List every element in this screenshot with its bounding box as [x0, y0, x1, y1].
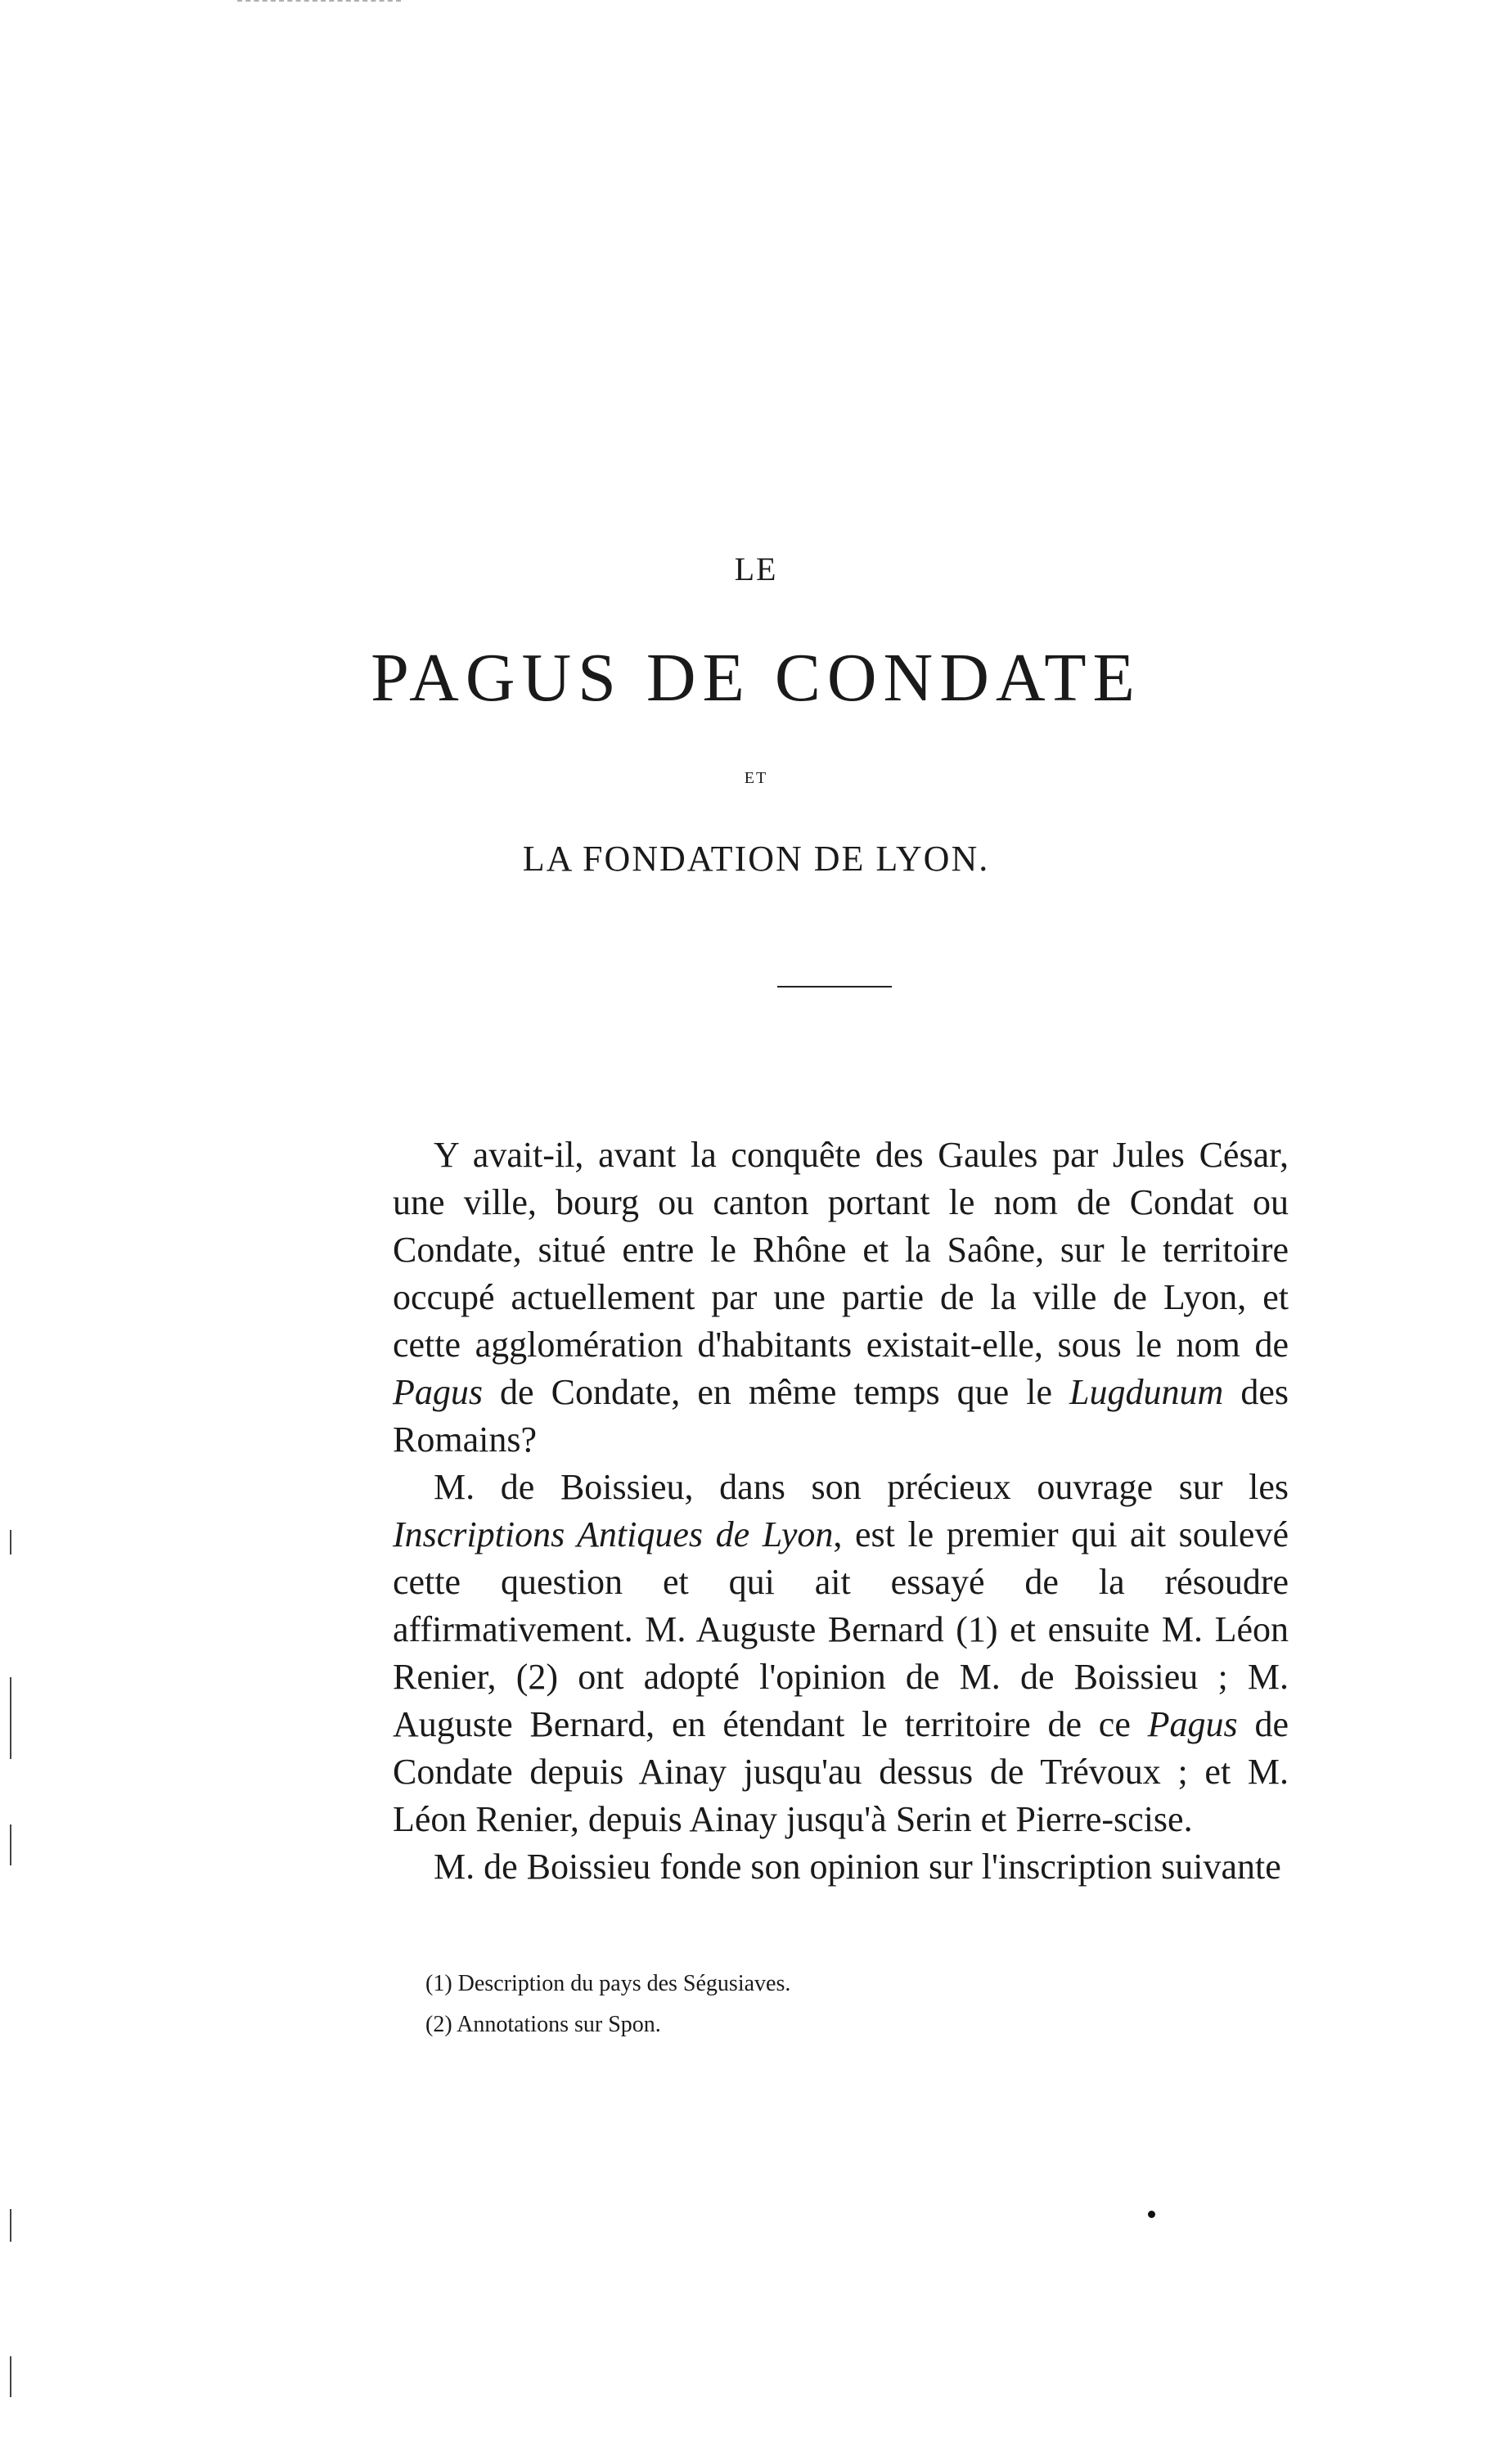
italic-term: Pagus	[393, 1372, 483, 1412]
margin-mark	[10, 1824, 11, 1865]
text-run: de Condate depuis Ainay jusqu'au dessus de Trévoux ; et M. Léon Renier, depuis Ainay jusqu'à Serin et Pierre-scise.	[393, 1704, 1289, 1839]
page-title: PAGUS DE CONDATE	[371, 640, 1141, 716]
text-run: M. de Boissieu, dans son précieux ouvrage sur les	[434, 1467, 1289, 1507]
text-run: Y avait-il, avant la conquête des Gaules par Jules César, une ville, bourg ou canton portant le nom de Condat ou Condate, situé entre le Rhône et la Saône, sur le territoire occupé actuellement par une partie de la ville de Lyon, et cette agglomération d'habitants existait-elle, sous le nom de	[393, 1135, 1289, 1365]
text-run: M. de Boissieu fonde son opinion sur l'inscription suivante	[434, 1847, 1281, 1887]
ink-speck	[1148, 2211, 1155, 2218]
title-divider	[777, 986, 892, 988]
text-run: de Condate, en même temps que le	[483, 1372, 1070, 1412]
margin-mark	[10, 2209, 11, 2242]
title-conjunction: ET	[744, 769, 768, 787]
margin-mark	[10, 1530, 11, 1554]
body-text	[393, 1132, 1289, 1891]
footnotes	[425, 1964, 1244, 2045]
italic-term: Inscriptions Antiques de Lyon	[393, 1514, 834, 1554]
margin-mark	[10, 1677, 11, 1759]
paragraph-1	[393, 1132, 1289, 1464]
footnote-2: (2) Annotations sur Spon.	[425, 2012, 661, 2037]
margin-mark	[10, 2356, 11, 2397]
italic-term: Pagus	[1147, 1704, 1238, 1744]
page-subtitle: LA FONDATION DE LYON.	[522, 839, 990, 879]
top-edge-marks	[237, 0, 401, 5]
paragraph-2	[393, 1464, 1289, 1843]
text-run: , est le premier qui ait soulevé cette question et qui ait essayé de la résoudre affirmativement. M. Auguste Bernard (1) et ensuite M. Léon Renier, (2) ont adopté l'opinion de M. de Boissieu ; M. Auguste Bernard, en étendant le territoire de ce	[393, 1514, 1289, 1744]
italic-term: Lugdunum	[1069, 1372, 1224, 1412]
title-prefix: LE	[734, 551, 778, 587]
text-run: des Romains?	[393, 1372, 1289, 1460]
paragraph-3	[393, 1843, 1289, 1891]
footnote-1: (1) Description du pays des Ségusiaves.	[425, 1971, 791, 1996]
